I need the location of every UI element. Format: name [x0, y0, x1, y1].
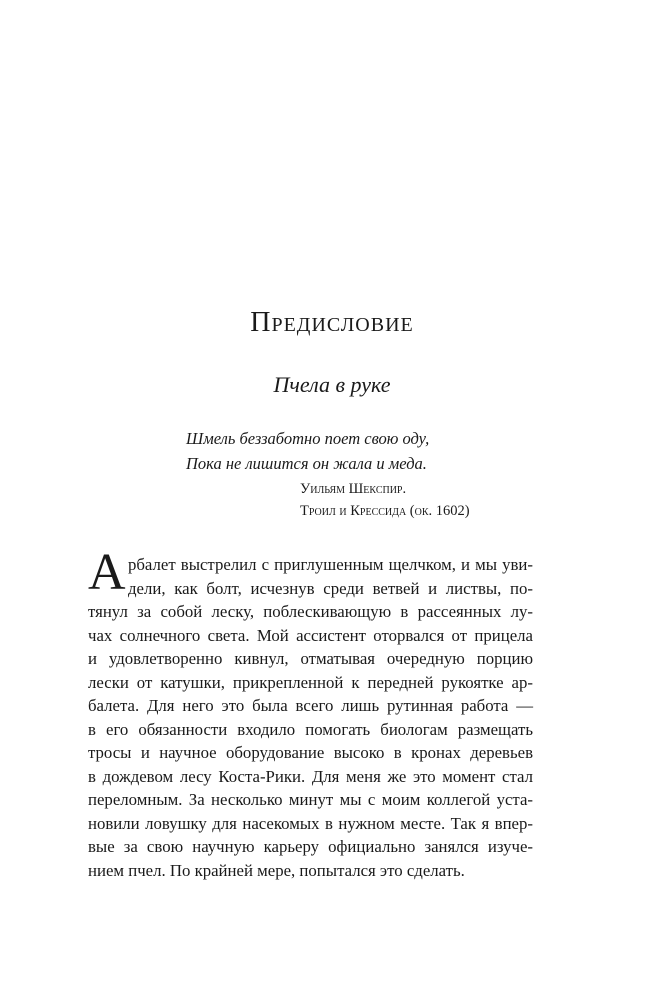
paragraph-line: переломным. За несколько минут мы с моим коллегой уста- — [88, 790, 533, 809]
drop-cap: А — [88, 544, 126, 601]
paragraph-line: чах солнечного света. Мой ассистент оторвался от прицела — [88, 625, 533, 645]
chapter-title: Предисловие — [250, 307, 414, 338]
paragraph-line: новили ловушку для насекомых в нужном месте. Так я впер- — [88, 813, 533, 833]
paragraph-line: дели, как болт, исчезнув среди ветвей и листвы, по- — [128, 578, 533, 598]
paragraph-line: и удовлетворенно кивнул, отматывая очередную порцию — [88, 649, 533, 668]
paragraph-line: нием пчел. По крайней мере, попытался это сделать. — [88, 860, 465, 880]
paragraph-line: тросы и научное оборудование высоко в кронах деревьев — [88, 743, 533, 762]
epigraph-line: Пока не лишится он жала и меда. — [186, 454, 427, 473]
epigraph-work: Троил и Крессида (ок. 1602) — [300, 503, 470, 519]
paragraph-line: в дождевом лесу Коста-Рики. Для меня же это момент стал — [88, 766, 533, 786]
epigraph-attribution — [300, 478, 526, 522]
chapter-subtitle: Пчела в руке — [273, 372, 391, 397]
paragraph-line: лески от катушки, прикрепленной к передней рукоятке ар- — [88, 672, 533, 692]
paragraph-line: в его обязанности входило помогать биологам размещать — [88, 719, 533, 739]
paragraph-line: рбалет выстрелил с приглушенным щелчком, и мы уви- — [128, 555, 533, 574]
paragraph-line: балета. Для него это была всего лишь рутинная работа — — [88, 696, 533, 715]
epigraph — [186, 426, 526, 522]
paragraph-line: вые за свою научную карьеру официально занялся изуче- — [88, 837, 533, 856]
body-paragraph — [88, 553, 533, 882]
paragraph-line: тянул за собой леску, поблескивающую в рассеянных лу- — [88, 602, 533, 621]
epigraph-author: Уильям Шекспир. — [300, 481, 407, 497]
epigraph-line: Шмель беззаботно поет свою оду, — [186, 429, 430, 448]
